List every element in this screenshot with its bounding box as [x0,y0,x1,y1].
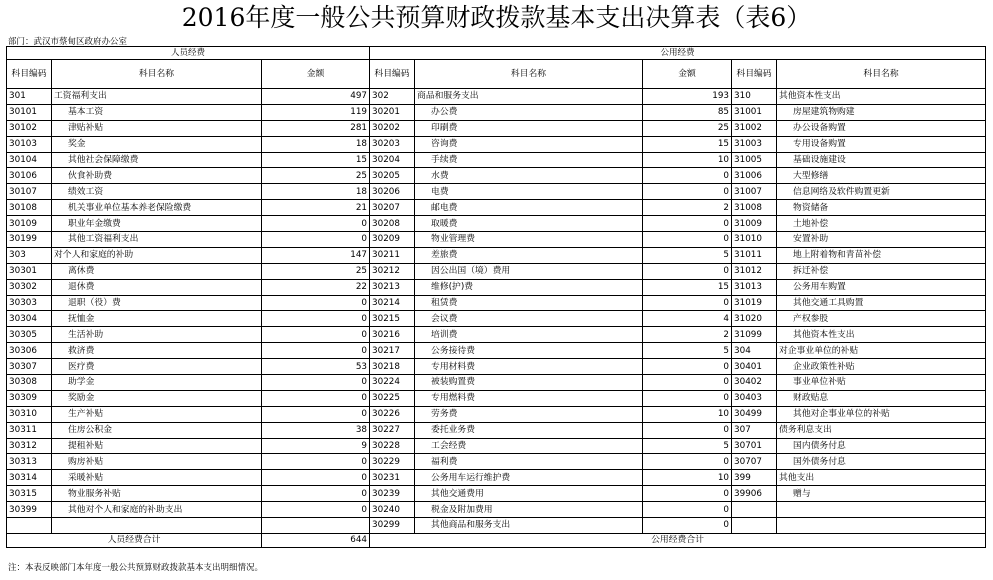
name-cell: 绩效工资 [52,184,262,200]
amount-cell: 0 [643,422,732,438]
name-cell: 退休费 [52,279,262,295]
table-row [7,359,986,375]
name-cell: 津贴补贴 [52,120,262,136]
name-cell: 机关事业单位基本养老保险缴费 [52,200,262,216]
personnel-total-label: 人员经费合计 [7,533,262,547]
table-row [7,390,986,406]
name-cell: 办公费 [415,104,643,120]
code-cell: 30227 [370,422,415,438]
amount-cell: 18 [262,136,370,152]
amount-cell: 0 [643,216,732,232]
name-cell: 手续费 [415,152,643,168]
name-cell: 产权参股 [777,311,986,327]
code-cell: 30228 [370,438,415,454]
name-cell: 住房公积金 [52,422,262,438]
table-row [7,327,986,343]
code-cell: 31002 [732,120,777,136]
amount-cell: 15 [262,152,370,168]
code-cell: 30215 [370,311,415,327]
code-cell: 30311 [7,422,52,438]
amount-cell: 0 [643,168,732,184]
table-row [7,216,986,232]
code-cell: 30102 [7,120,52,136]
name-cell: 企业政策性补贴 [777,359,986,375]
code-cell: 30224 [370,375,415,391]
code-cell [732,518,777,534]
name-cell: 其他资本性支出 [777,89,986,105]
amount-cell: 0 [262,502,370,518]
code-cell: 30199 [7,232,52,248]
amount-cell: 5 [643,343,732,359]
code-cell: 30229 [370,454,415,470]
name-cell: 办公设备购置 [777,120,986,136]
col-header-name: 科目名称 [777,60,986,89]
code-cell: 31003 [732,136,777,152]
table-row [7,502,986,518]
table-row [7,200,986,216]
name-cell: 物业服务补贴 [52,486,262,502]
amount-cell: 2 [643,327,732,343]
code-cell: 30226 [370,406,415,422]
code-cell: 30211 [370,247,415,263]
code-cell: 30403 [732,390,777,406]
name-cell: 生活补助 [52,327,262,343]
name-cell: 其他交通工具购置 [777,295,986,311]
amount-cell: 497 [262,89,370,105]
name-cell: 其他商品和服务支出 [415,518,643,534]
name-cell: 公务用车运行维护费 [415,470,643,486]
table-row [7,279,986,295]
section-header-row [7,47,986,60]
code-cell: 304 [732,343,777,359]
amount-cell: 38 [262,422,370,438]
code-cell: 399 [732,470,777,486]
code-cell: 310 [732,89,777,105]
code-cell: 30202 [370,120,415,136]
amount-cell: 0 [643,232,732,248]
code-cell: 30206 [370,184,415,200]
name-cell: 事业单位补贴 [777,375,986,391]
amount-cell: 0 [262,406,370,422]
amount-cell: 119 [262,104,370,120]
code-cell [732,502,777,518]
amount-cell: 0 [262,295,370,311]
amount-cell: 0 [643,295,732,311]
name-cell: 购房补贴 [52,454,262,470]
code-cell: 307 [732,422,777,438]
name-cell: 维修(护)费 [415,279,643,295]
table-row [7,438,986,454]
name-cell: 伙食补助费 [52,168,262,184]
code-cell [7,518,52,534]
name-cell: 商品和服务支出 [415,89,643,105]
name-cell: 电费 [415,184,643,200]
name-cell: 土地补偿 [777,216,986,232]
name-cell: 专用设备购置 [777,136,986,152]
code-cell: 30212 [370,263,415,279]
amount-cell: 0 [262,327,370,343]
amount-cell: 53 [262,359,370,375]
table-row [7,263,986,279]
code-cell: 30313 [7,454,52,470]
code-cell: 31010 [732,232,777,248]
table-row [7,232,986,248]
name-cell: 印刷费 [415,120,643,136]
name-cell: 基本工资 [52,104,262,120]
amount-cell: 0 [643,502,732,518]
code-cell: 30225 [370,390,415,406]
table-row [7,104,986,120]
code-cell: 30402 [732,375,777,391]
col-header-amount: 金额 [262,60,370,89]
public-total-label: 公用经费合计 [370,533,986,547]
code-cell: 31019 [732,295,777,311]
code-cell: 301 [7,89,52,105]
code-cell: 30399 [7,502,52,518]
table-row [7,152,986,168]
code-cell: 30204 [370,152,415,168]
col-header-code: 科目编码 [370,60,415,89]
code-cell: 31009 [732,216,777,232]
amount-cell: 25 [262,168,370,184]
code-cell: 30701 [732,438,777,454]
amount-cell: 0 [262,486,370,502]
name-cell: 物业管理费 [415,232,643,248]
name-cell: 物资储备 [777,200,986,216]
amount-cell: 5 [643,247,732,263]
code-cell: 31020 [732,311,777,327]
code-cell: 31011 [732,247,777,263]
name-cell: 救济费 [52,343,262,359]
name-cell: 培训费 [415,327,643,343]
amount-cell: 0 [643,518,732,534]
code-cell: 30103 [7,136,52,152]
amount-cell: 0 [262,343,370,359]
name-cell: 对个人和家庭的补助 [52,247,262,263]
name-cell: 其他对企事业单位的补贴 [777,406,986,422]
amount-cell: 22 [262,279,370,295]
name-cell: 专用材料费 [415,359,643,375]
code-cell: 30240 [370,502,415,518]
name-cell: 奖励金 [52,390,262,406]
name-cell: 其他工资福利支出 [52,232,262,248]
code-cell: 30239 [370,486,415,502]
amount-cell: 0 [643,359,732,375]
amount-cell: 147 [262,247,370,263]
amount-cell: 10 [643,152,732,168]
code-cell: 30106 [7,168,52,184]
code-cell: 30312 [7,438,52,454]
col-header-amount: 金额 [643,60,732,89]
table-row [7,486,986,502]
name-cell: 其他对个人和家庭的补助支出 [52,502,262,518]
name-cell: 租赁费 [415,295,643,311]
code-cell: 30707 [732,454,777,470]
amount-cell: 193 [643,89,732,105]
code-cell: 303 [7,247,52,263]
amount-cell: 0 [262,375,370,391]
col-header-code: 科目编码 [732,60,777,89]
code-cell: 30305 [7,327,52,343]
name-cell: 取暖费 [415,216,643,232]
code-cell: 30205 [370,168,415,184]
amount-cell: 0 [262,216,370,232]
name-cell: 税金及附加费用 [415,502,643,518]
name-cell: 因公出国（境）费用 [415,263,643,279]
personnel-total-value: 644 [262,533,370,547]
amount-cell: 4 [643,311,732,327]
amount-cell: 0 [643,390,732,406]
name-cell: 赠与 [777,486,986,502]
name-cell: 国内债务付息 [777,438,986,454]
col-header-name: 科目名称 [415,60,643,89]
name-cell: 拆迁补偿 [777,263,986,279]
name-cell: 采暖补贴 [52,470,262,486]
code-cell: 30307 [7,359,52,375]
name-cell: 对企事业单位的补贴 [777,343,986,359]
name-cell: 福利费 [415,454,643,470]
name-cell: 邮电费 [415,200,643,216]
name-cell: 职业年金缴费 [52,216,262,232]
amount-cell: 9 [262,438,370,454]
amount-cell: 281 [262,120,370,136]
col-header-code: 科目编码 [7,60,52,89]
name-cell: 地上附着物和青苗补偿 [777,247,986,263]
section-personnel: 人员经费 [7,47,370,60]
amount-cell: 0 [262,454,370,470]
code-cell: 30310 [7,406,52,422]
name-cell: 国外债务付息 [777,454,986,470]
name-cell: 工会经费 [415,438,643,454]
code-cell: 30104 [7,152,52,168]
name-cell: 工资福利支出 [52,89,262,105]
table-row [7,136,986,152]
table-row [7,247,986,263]
name-cell: 公务接待费 [415,343,643,359]
table-row [7,454,986,470]
table-row [7,375,986,391]
table-row [7,518,986,534]
amount-cell: 0 [643,375,732,391]
table-row [7,311,986,327]
amount-cell: 25 [643,120,732,136]
name-cell [777,502,986,518]
code-cell: 30306 [7,343,52,359]
name-cell: 委托业务费 [415,422,643,438]
name-cell: 其他交通费用 [415,486,643,502]
name-cell: 其他社会保障缴费 [52,152,262,168]
code-cell: 30218 [370,359,415,375]
amount-cell: 10 [643,470,732,486]
name-cell: 财政贴息 [777,390,986,406]
table-row [7,120,986,136]
amount-cell: 10 [643,406,732,422]
code-cell: 30208 [370,216,415,232]
name-cell: 债务利息支出 [777,422,986,438]
amount-cell: 2 [643,200,732,216]
code-cell: 30209 [370,232,415,248]
code-cell: 30231 [370,470,415,486]
code-cell: 30302 [7,279,52,295]
code-cell: 31006 [732,168,777,184]
code-cell: 30101 [7,104,52,120]
column-header-row [7,60,986,89]
code-cell: 31001 [732,104,777,120]
name-cell: 被装购置费 [415,375,643,391]
table-row [7,406,986,422]
name-cell: 房屋建筑物购建 [777,104,986,120]
code-cell: 30214 [370,295,415,311]
code-cell: 30308 [7,375,52,391]
name-cell: 专用燃料费 [415,390,643,406]
amount-cell: 0 [262,232,370,248]
code-cell: 30499 [732,406,777,422]
amount-cell: 15 [643,136,732,152]
code-cell: 30303 [7,295,52,311]
table-row [7,295,986,311]
amount-cell: 15 [643,279,732,295]
amount-cell: 0 [262,470,370,486]
name-cell [52,518,262,534]
table-row [7,89,986,105]
code-cell: 30301 [7,263,52,279]
code-cell: 31007 [732,184,777,200]
name-cell: 水费 [415,168,643,184]
name-cell: 离休费 [52,263,262,279]
name-cell: 其他资本性支出 [777,327,986,343]
code-cell: 30314 [7,470,52,486]
code-cell: 30109 [7,216,52,232]
code-cell: 31008 [732,200,777,216]
code-cell: 30217 [370,343,415,359]
code-cell: 30309 [7,390,52,406]
amount-cell [262,518,370,534]
name-cell: 其他支出 [777,470,986,486]
name-cell: 退职（役）费 [52,295,262,311]
amount-cell: 21 [262,200,370,216]
table-row [7,470,986,486]
code-cell: 30107 [7,184,52,200]
amount-cell: 0 [262,390,370,406]
name-cell: 奖金 [52,136,262,152]
amount-cell: 25 [262,263,370,279]
footnote: 注：本表反映部门本年度一般公共预算财政拨款基本支出明细情况。 [8,563,264,573]
name-cell: 助学金 [52,375,262,391]
code-cell: 30108 [7,200,52,216]
name-cell: 会议费 [415,311,643,327]
code-cell: 30213 [370,279,415,295]
department-label: 部门：武汉市蔡甸区政府办公室 [8,37,128,47]
code-cell: 39906 [732,486,777,502]
code-cell: 30315 [7,486,52,502]
name-cell: 劳务费 [415,406,643,422]
table-row [7,422,986,438]
name-cell: 医疗费 [52,359,262,375]
amount-cell: 18 [262,184,370,200]
amount-cell: 0 [643,263,732,279]
code-cell: 31013 [732,279,777,295]
name-cell: 抚恤金 [52,311,262,327]
name-cell: 公务用车购置 [777,279,986,295]
code-cell: 30304 [7,311,52,327]
name-cell: 信息网络及软件购置更新 [777,184,986,200]
total-row [7,533,986,547]
table-row [7,168,986,184]
amount-cell: 85 [643,104,732,120]
code-cell: 31005 [732,152,777,168]
name-cell: 大型修缮 [777,168,986,184]
name-cell: 安置补助 [777,232,986,248]
amount-cell: 5 [643,438,732,454]
amount-cell: 0 [262,311,370,327]
table-row [7,343,986,359]
name-cell [777,518,986,534]
code-cell: 30299 [370,518,415,534]
expenditure-table [6,46,986,548]
name-cell: 差旅费 [415,247,643,263]
code-cell: 30216 [370,327,415,343]
name-cell: 咨询费 [415,136,643,152]
code-cell: 31012 [732,263,777,279]
code-cell: 30201 [370,104,415,120]
code-cell: 30401 [732,359,777,375]
name-cell: 基础设施建设 [777,152,986,168]
col-header-name: 科目名称 [52,60,262,89]
code-cell: 302 [370,89,415,105]
section-public: 公用经费 [370,47,986,60]
code-cell: 31099 [732,327,777,343]
table-row [7,184,986,200]
amount-cell: 0 [643,454,732,470]
name-cell: 生产补贴 [52,406,262,422]
amount-cell: 0 [643,184,732,200]
code-cell: 30207 [370,200,415,216]
name-cell: 提租补贴 [52,438,262,454]
code-cell: 30203 [370,136,415,152]
amount-cell: 0 [643,486,732,502]
page-title: 2016年度一般公共预算财政拨款基本支出决算表（表6） [181,3,812,32]
